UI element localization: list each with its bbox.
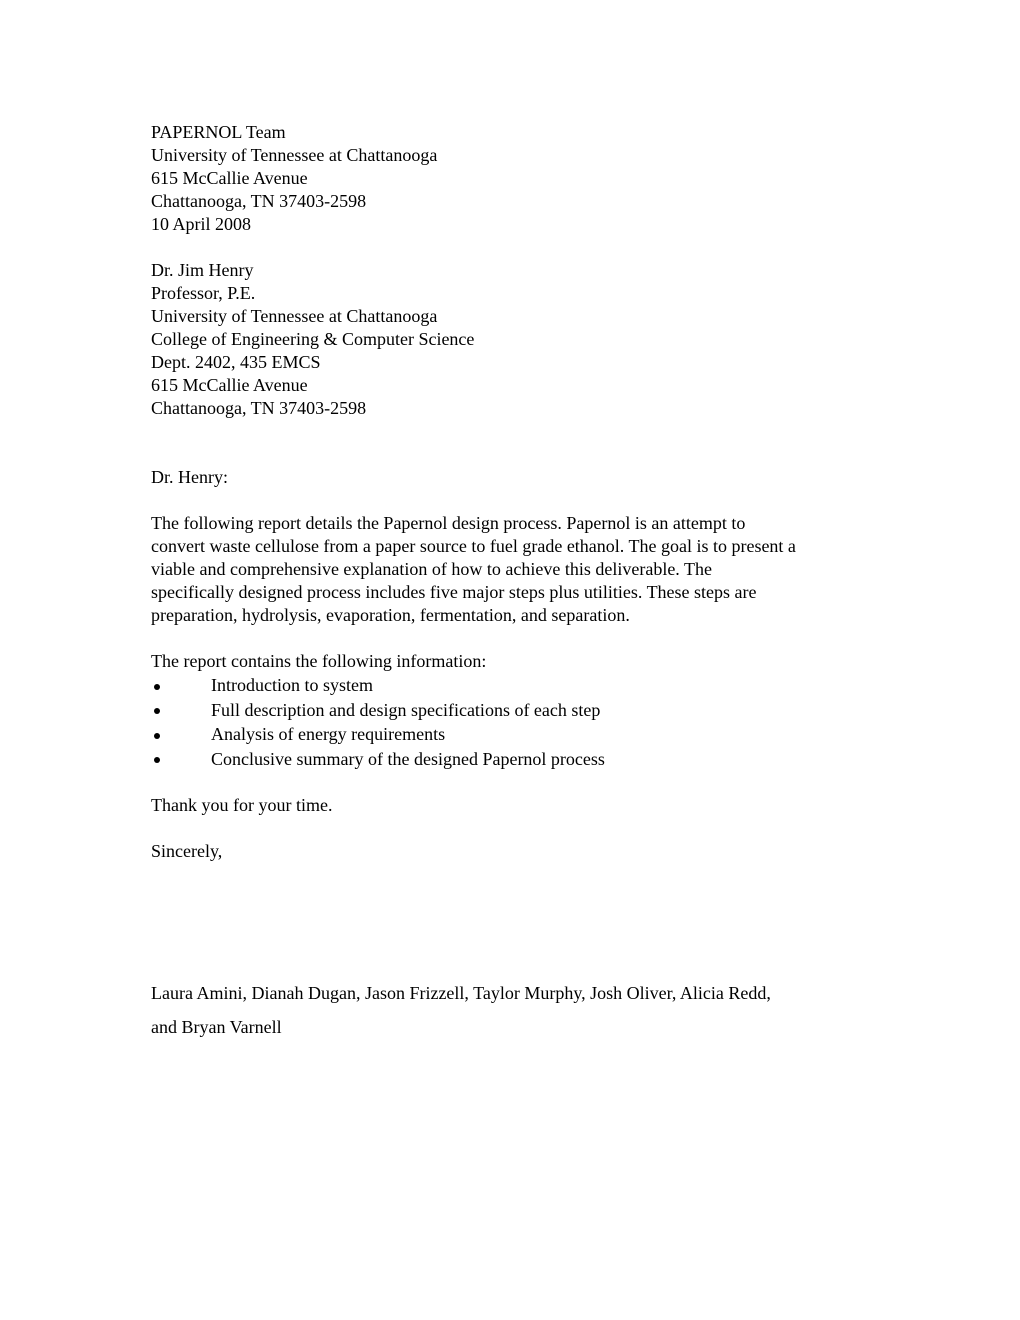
list-item — [151, 722, 881, 747]
recipient-city: Chattanooga, TN 37403-2598 — [151, 398, 367, 418]
sender-university: University of Tennessee at Chattanooga — [151, 145, 438, 165]
list-item — [151, 698, 881, 723]
list-item — [151, 673, 881, 698]
bullet-icon — [151, 747, 163, 772]
sender-team: PAPERNOL Team — [151, 122, 286, 142]
body-paragraph — [151, 512, 881, 627]
paragraph-line: The following report details the Papernol design process. Papernol is an attempt to — [151, 513, 746, 533]
list-item — [151, 747, 881, 772]
paragraph-line: convert waste cellulose from a paper source to fuel grade ethanol. The goal is to present a — [151, 536, 796, 556]
list-item-text: Full description and design specifications of each step — [211, 699, 601, 720]
bullet-icon — [151, 722, 163, 747]
bullet-icon — [151, 673, 163, 698]
recipient-name: Dr. Jim Henry — [151, 260, 254, 280]
info-list — [151, 673, 881, 771]
signers-line: and Bryan Varnell — [151, 1017, 282, 1037]
recipient-street: 615 McCallie Avenue — [151, 375, 308, 395]
sender-city: Chattanooga, TN 37403-2598 — [151, 191, 367, 211]
recipient-address — [151, 259, 881, 420]
closing: Sincerely, — [151, 841, 223, 861]
bullet-icon — [151, 698, 163, 723]
list-intro: The report contains the following information: — [151, 651, 487, 671]
letter-date: 10 April 2008 — [151, 214, 252, 234]
recipient-college: College of Engineering & Computer Science — [151, 329, 475, 349]
signers-line: Laura Amini, Dianah Dugan, Jason Frizzell, Taylor Murphy, Josh Oliver, Alicia Redd, — [151, 983, 771, 1003]
recipient-university: University of Tennessee at Chattanooga — [151, 306, 438, 326]
paragraph-line: preparation, hydrolysis, evaporation, fermentation, and separation. — [151, 605, 630, 625]
sender-street: 615 McCallie Avenue — [151, 168, 308, 188]
list-item-text: Introduction to system — [211, 675, 373, 695]
list-item-text: Analysis of energy requirements — [211, 724, 446, 744]
paragraph-line: specifically designed process includes five major steps plus utilities. These steps are — [151, 582, 757, 602]
paragraph-line: viable and comprehensive explanation of how to achieve this deliverable. The — [151, 559, 712, 579]
recipient-title: Professor, P.E. — [151, 283, 256, 303]
sender-address — [151, 121, 881, 236]
salutation: Dr. Henry: — [151, 467, 228, 487]
letter-page — [151, 121, 881, 1044]
signature-space — [151, 863, 881, 976]
list-item-text: Conclusive summary of the designed Papernol process — [211, 748, 605, 769]
signers — [151, 976, 881, 1044]
recipient-dept: Dept. 2402, 435 EMCS — [151, 352, 321, 372]
thanks-line: Thank you for your time. — [151, 795, 333, 815]
